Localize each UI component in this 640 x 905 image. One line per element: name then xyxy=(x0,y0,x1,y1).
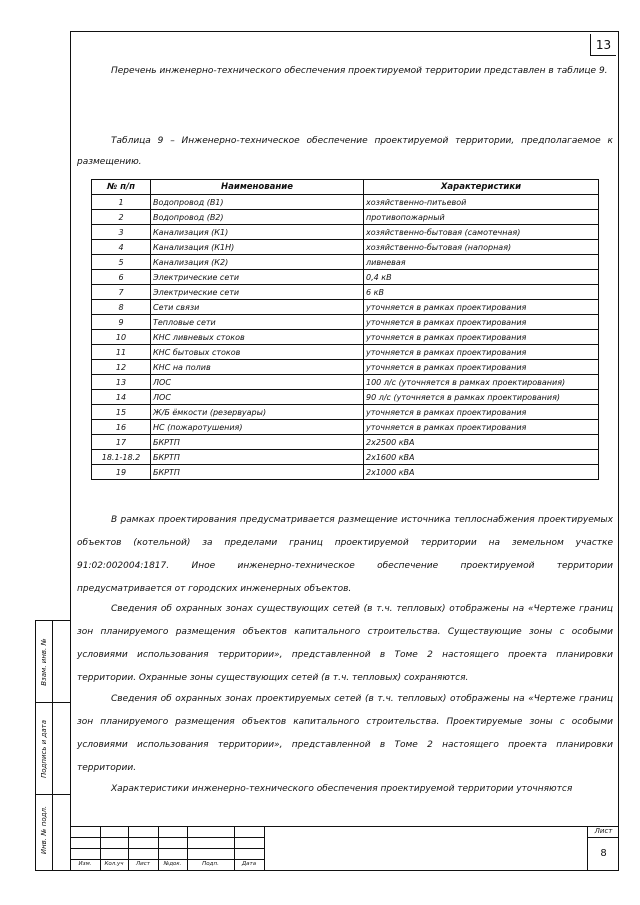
row-number: 18.1-18.2 xyxy=(92,450,151,465)
row-characteristics: противопожарный xyxy=(364,210,599,225)
row-characteristics: уточняется в рамках проектирования xyxy=(364,300,599,315)
side-label-replace: Взам. инв. № xyxy=(40,638,48,686)
table-row xyxy=(92,285,599,300)
side-stamp-strip xyxy=(35,620,70,871)
row-number: 5 xyxy=(92,255,151,270)
stamp-col-doc: №док. xyxy=(163,861,182,867)
table-row xyxy=(92,405,599,420)
row-number: 8 xyxy=(92,300,151,315)
paragraph-projected-zones: Сведения об охранных зонах проектируемых сетей (в т.ч. тепловых) отображены на «Чертеже границ зон планируемого размещения объектов капитального строительства. Проектируемые зоны с особыми условиями использования территории», представленной в Томе 2 настоящего проекта планировки территории. xyxy=(77,694,613,773)
row-name: НС (пожаротушения) xyxy=(151,420,364,435)
paragraph-existing-zones: Сведения об охранных зонах существующих сетей (в т.ч. тепловых) отображены на «Чертеже границ зон планируемого размещения объектов капитального строительства. Существующие зоны с особыми условиями использования территории», представленной в Томе 2 настоящего проекта планировки территории. Охранные зоны существующих сетей (в т.ч. тепловых) сохраняются. xyxy=(77,604,613,683)
stamp-col-change: Изм. xyxy=(78,861,92,867)
side-label-inventory: Инв. № подл. xyxy=(40,805,49,855)
intro-paragraph: Перечень инженерно-технического обеспечения проектируемой территории представлен в таблице 9. xyxy=(111,66,608,76)
table-row xyxy=(92,210,599,225)
row-name: БКРТП xyxy=(151,435,364,450)
row-characteristics: 6 кВ xyxy=(364,285,599,300)
row-name: КНС бытовых стоков xyxy=(151,345,364,360)
row-name: КНС ливневых стоков xyxy=(151,330,364,345)
row-number: 6 xyxy=(92,270,151,285)
paragraph-characteristics: Характеристики инженерно-технического обеспечения проектируемой территории уточняются xyxy=(111,784,573,794)
table-row xyxy=(92,225,599,240)
row-characteristics: уточняется в рамках проектирования xyxy=(364,345,599,360)
table-row xyxy=(92,360,599,375)
table-row xyxy=(92,255,599,270)
page-corner-number: 13 xyxy=(590,34,616,56)
table-row xyxy=(92,315,599,330)
row-characteristics: 0,4 кВ xyxy=(364,270,599,285)
row-number: 9 xyxy=(92,315,151,330)
row-number: 11 xyxy=(92,345,151,360)
row-characteristics: 90 л/с (уточняется в рамках проектирования) xyxy=(364,390,599,405)
row-characteristics: 100 л/с (уточняется в рамках проектирования) xyxy=(364,375,599,390)
row-number: 19 xyxy=(92,465,151,480)
row-characteristics: ливневая xyxy=(364,255,599,270)
table-row xyxy=(92,390,599,405)
row-name: КНС на полив xyxy=(151,360,364,375)
row-number: 15 xyxy=(92,405,151,420)
row-characteristics: уточняется в рамках проектирования xyxy=(364,405,599,420)
row-number: 1 xyxy=(92,195,151,210)
row-name: Водопровод (В2) xyxy=(151,210,364,225)
row-characteristics: уточняется в рамках проектирования xyxy=(364,360,599,375)
row-name: Канализация (К2) xyxy=(151,255,364,270)
header-characteristics: Характеристики xyxy=(364,180,599,195)
row-name: Тепловые сети xyxy=(151,315,364,330)
row-number: 13 xyxy=(92,375,151,390)
title-block xyxy=(70,826,619,871)
sheet-number: 8 xyxy=(600,848,607,859)
row-name: Канализация (К1Н) xyxy=(151,240,364,255)
table-row xyxy=(92,300,599,315)
row-name: ЛОС xyxy=(151,375,364,390)
row-characteristics: хозяйственно-бытовая (напорная) xyxy=(364,240,599,255)
side-label-signature: Подпись и дата xyxy=(40,720,49,778)
header-name: Наименование xyxy=(151,180,364,195)
sheet-number-box xyxy=(587,826,619,871)
row-name: ЛОС xyxy=(151,390,364,405)
row-characteristics: хозяйственно-бытовая (самотечная) xyxy=(364,225,599,240)
row-number: 14 xyxy=(92,390,151,405)
row-number: 7 xyxy=(92,285,151,300)
stamp-col-sheet: Лист xyxy=(136,861,150,867)
table-row xyxy=(92,435,599,450)
row-characteristics: 2х1000 кВА xyxy=(364,465,599,480)
row-name: Электрические сети xyxy=(151,270,364,285)
row-number: 12 xyxy=(92,360,151,375)
row-number: 4 xyxy=(92,240,151,255)
row-number: 3 xyxy=(92,225,151,240)
row-characteristics: уточняется в рамках проектирования xyxy=(364,330,599,345)
header-number: № п/п xyxy=(92,180,151,195)
table-row xyxy=(92,450,599,465)
table-row xyxy=(92,270,599,285)
paragraph-heat-source: В рамках проектирования предусматривается размещение источника теплоснабжения проектируемых объектов (котельной) за пределами границ проектируемой территории на земельном участке 91:02:002004:1817. Иное инженерно-техническое обеспечение проектируемой территории предусматривается от городских инженерных объектов. xyxy=(77,515,613,594)
row-characteristics: уточняется в рамках проектирования xyxy=(364,315,599,330)
table-row xyxy=(92,195,599,210)
table-row xyxy=(92,345,599,360)
row-name: Водопровод (В1) xyxy=(151,195,364,210)
sheet-label: Лист xyxy=(588,826,619,838)
row-characteristics: хозяйственно-питьевой xyxy=(364,195,599,210)
engineering-table xyxy=(91,179,599,480)
row-name: Сети связи xyxy=(151,300,364,315)
stamp-col-date: Дата xyxy=(241,861,257,867)
row-name: Электрические сети xyxy=(151,285,364,300)
row-name: БКРТП xyxy=(151,465,364,480)
row-number: 2 xyxy=(92,210,151,225)
row-number: 10 xyxy=(92,330,151,345)
title-block-grid xyxy=(70,826,264,871)
row-characteristics: 2х1600 кВА xyxy=(364,450,599,465)
row-characteristics: уточняется в рамках проектирования xyxy=(364,420,599,435)
row-characteristics: 2х2500 кВА xyxy=(364,435,599,450)
stamp-col-count: Кол.уч xyxy=(104,861,124,867)
table-row xyxy=(92,465,599,480)
row-number: 17 xyxy=(92,435,151,450)
row-name: БКРТП xyxy=(151,450,364,465)
row-number: 16 xyxy=(92,420,151,435)
table-row xyxy=(92,240,599,255)
table-row xyxy=(92,375,599,390)
stamp-col-signature: Подп. xyxy=(202,861,219,867)
table-row xyxy=(92,420,599,435)
row-name: Ж/Б ёмкости (резервуары) xyxy=(151,405,364,420)
row-name: Канализация (К1) xyxy=(151,225,364,240)
table-row xyxy=(92,330,599,345)
table-header-row xyxy=(92,180,599,195)
table-caption: Таблица 9 – Инженерно-техническое обеспечение проектируемой территории, предполагаемое к размещению. xyxy=(77,136,613,167)
